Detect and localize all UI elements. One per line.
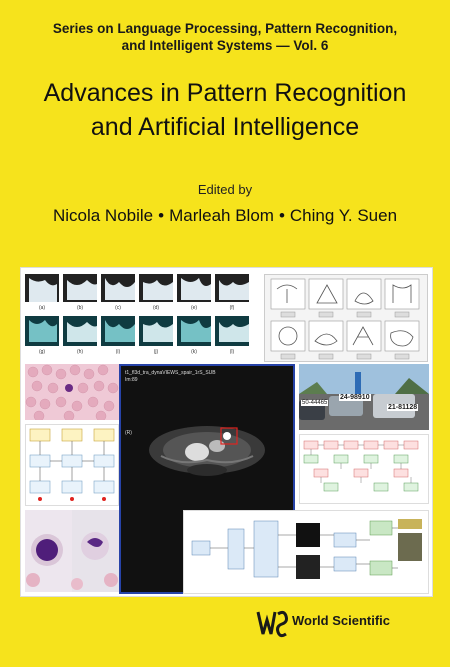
title-line-2: and Artificial Intelligence (90, 113, 360, 141)
grid-label: (a) (38, 305, 46, 311)
network-diagram-image (25, 424, 119, 506)
texture-grid-image (21, 268, 261, 364)
blood-cell-image (25, 510, 119, 592)
grid-label: (k) (191, 349, 197, 355)
scan-label: t1_fl3d_tra_dynaVIEWS_spair_1rS_SUB (125, 370, 216, 376)
plate-label: 50-44465 (302, 400, 328, 406)
plate-label: 21-81128 (388, 404, 418, 411)
architecture-diagram-image (183, 510, 429, 594)
license-plate-image (299, 364, 429, 430)
title-line-1: Advances in Pattern Recognition (43, 79, 407, 107)
cover-collage (21, 268, 432, 596)
blood-smear-image (25, 364, 119, 420)
series-line-2: and Intelligent Systems — Vol. 6 (121, 38, 329, 53)
grid-label: (g) (38, 349, 46, 355)
grid-label: (l) (229, 349, 235, 355)
grid-label: (i) (115, 349, 121, 355)
scan-marker: (R) (125, 430, 132, 436)
editor-name: Ching Y. Suen (289, 206, 398, 225)
grid-label: (h) (76, 349, 84, 355)
editor-separator: • (278, 206, 285, 225)
grid-label: (b) (76, 305, 84, 311)
editor-list (0, 206, 450, 226)
grid-label: (j) (153, 349, 159, 355)
world-scientific-logo-icon (254, 600, 288, 640)
publisher-name: World Scientific (292, 613, 390, 628)
sketch-grid-image (264, 274, 428, 362)
book-title (0, 76, 450, 144)
series-line-1: Series on Language Processing, Pattern Recognition, (52, 21, 398, 36)
grid-label: (e) (190, 305, 198, 311)
flowchart-image (299, 434, 429, 504)
edited-by-label: Edited by (197, 182, 253, 197)
series-title (0, 20, 450, 54)
grid-label: (c) (115, 305, 121, 311)
editor-name: Nicola Nobile (52, 206, 154, 225)
publisher-logo (254, 600, 434, 640)
plate-label: 24-98910 (340, 394, 370, 401)
scan-sublabel: Im:89 (125, 377, 138, 383)
editor-name: Marleah Blom (169, 206, 274, 225)
grid-label: (f) (229, 305, 235, 311)
grid-label: (d) (152, 305, 160, 311)
editor-separator: • (158, 206, 165, 225)
